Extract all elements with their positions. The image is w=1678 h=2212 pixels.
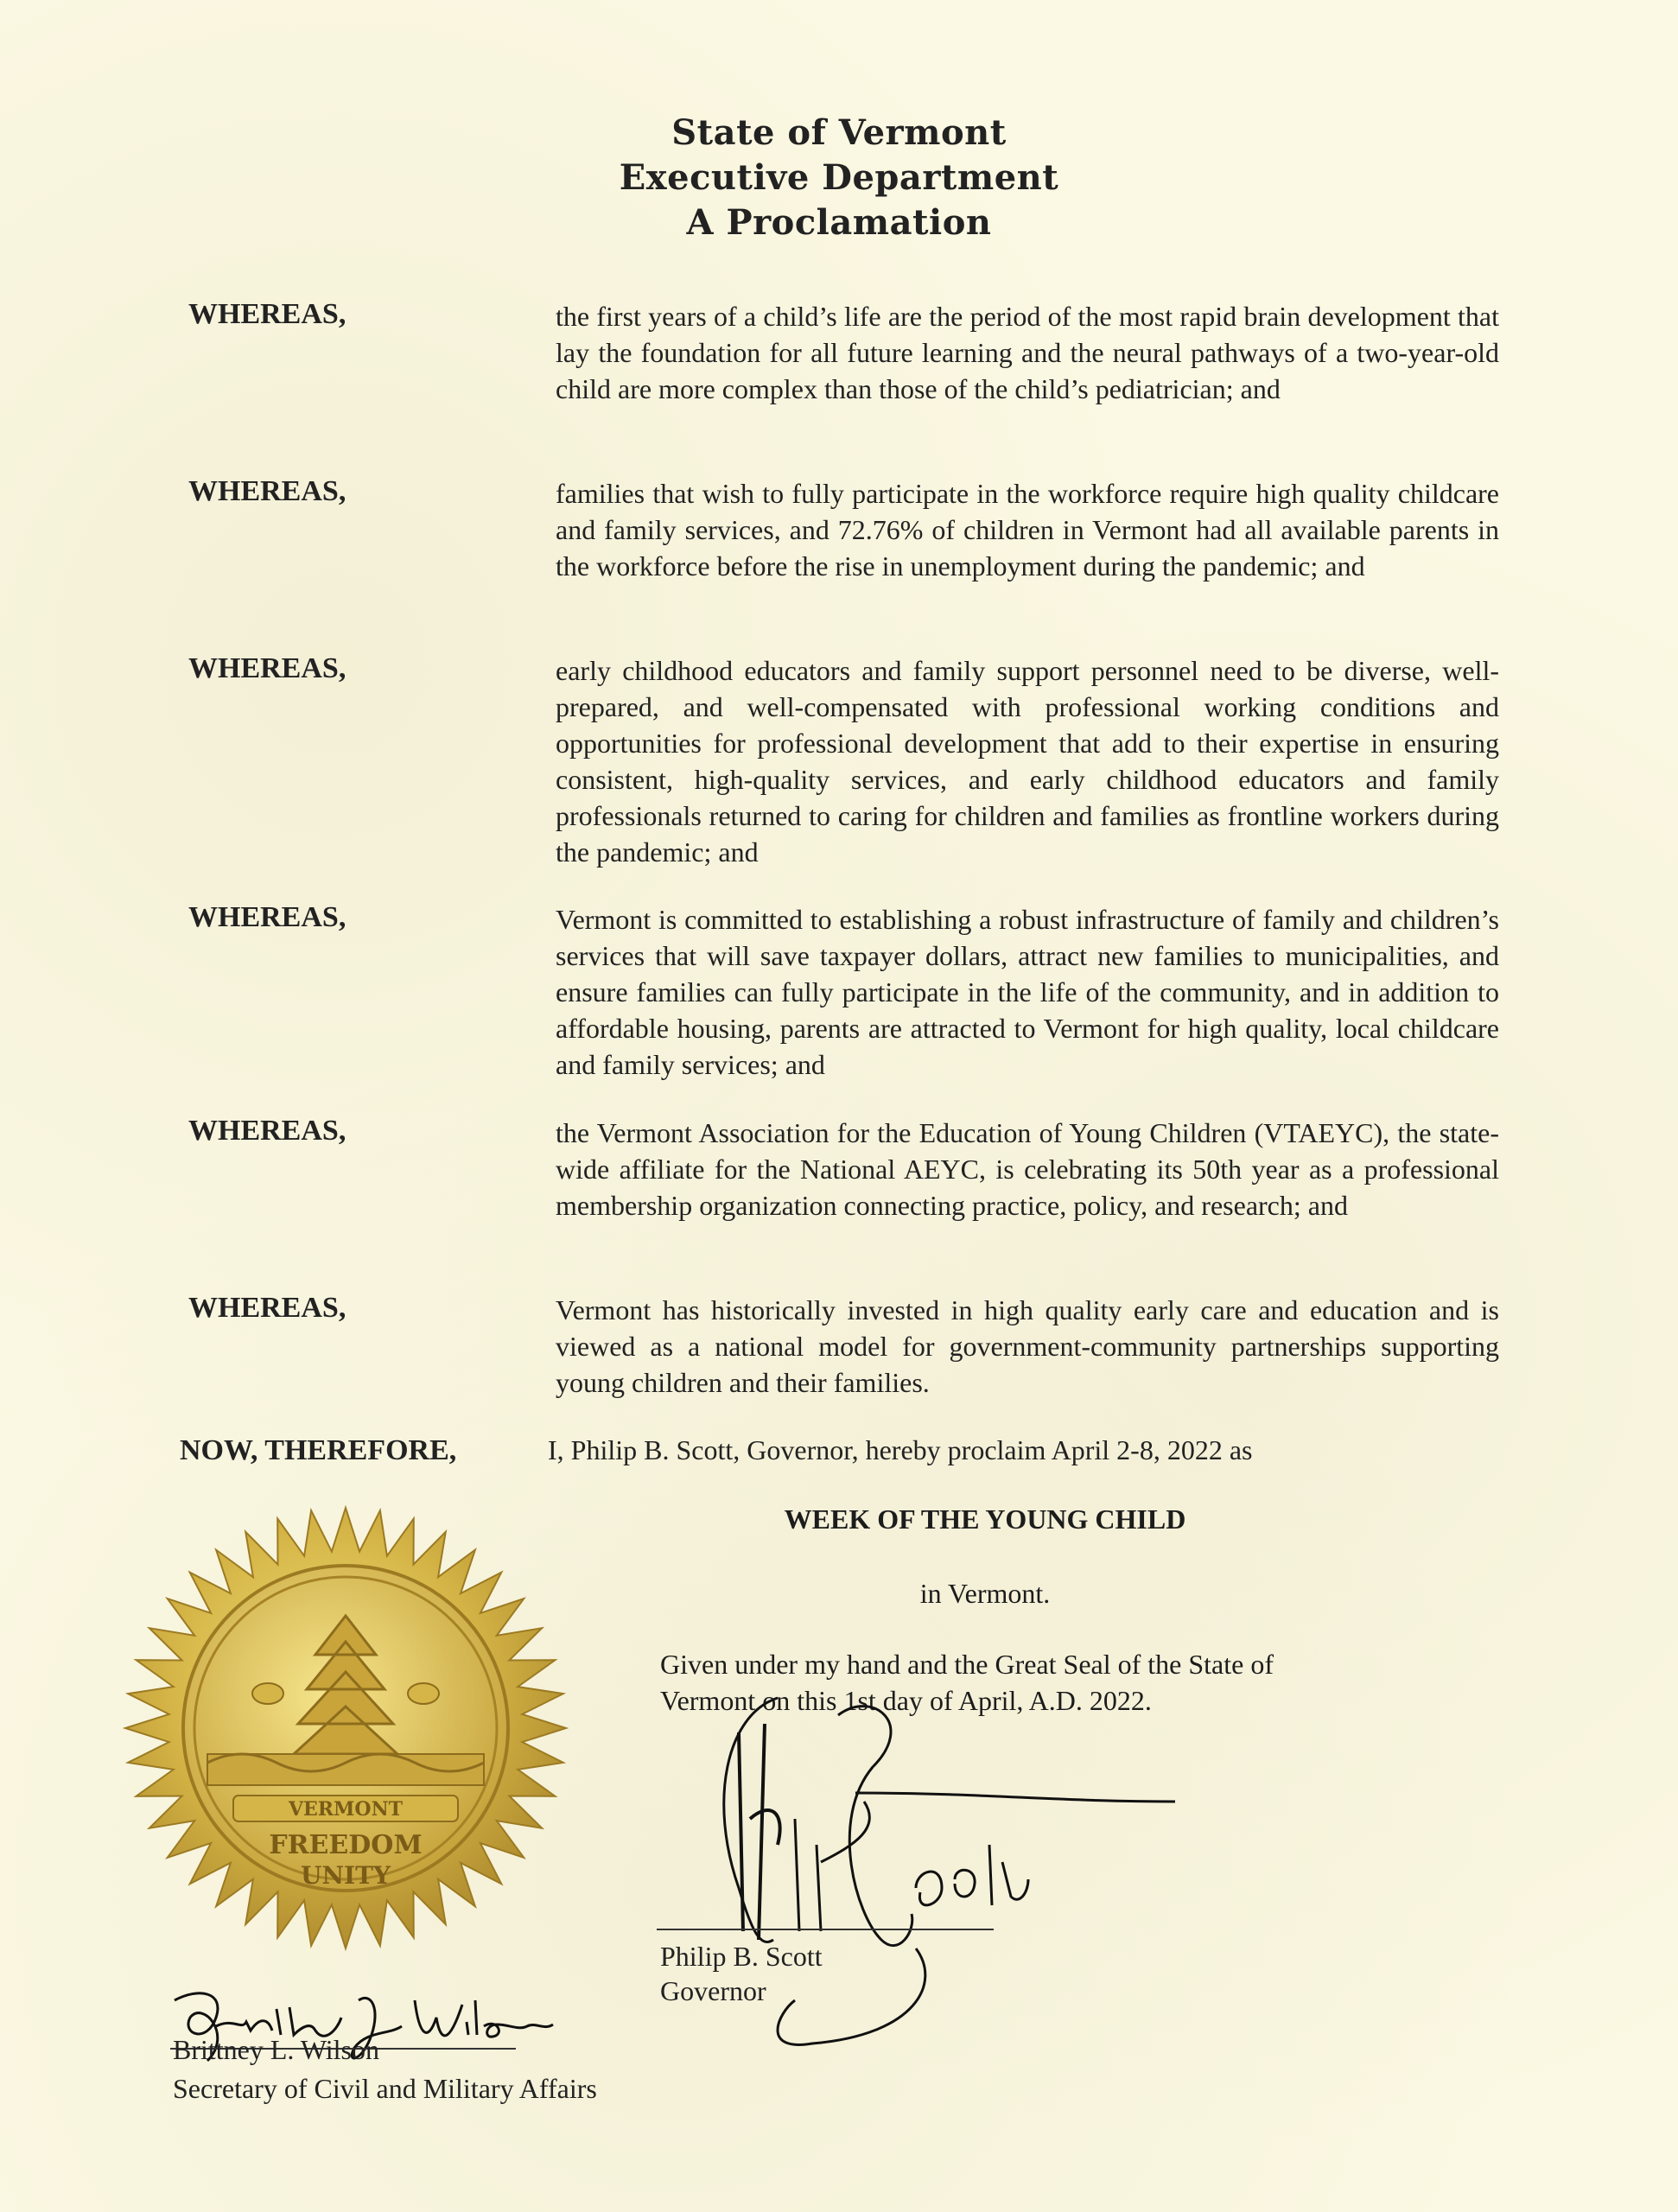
clause-text: Vermont is committed to establishing a robust infrastructure of family and children’s services that will save taxpayer dollars, attract new families to municipalities, and ensure families can fully participate in the life of the community, and in addition to affordable housing, parents are attracted to Vermont for high quality, local childcare and family services; and xyxy=(556,904,1499,1080)
clause-text: the first years of a child’s life are the period of the most rapid brain development that lay the foundation for all future learning and the neural pathways of a two-year-old child are more complex than those of the child’s pediatrician; and xyxy=(556,301,1499,404)
now-therefore-label: NOW, THEREFORE, xyxy=(180,1434,457,1466)
clause-label: WHEREAS, xyxy=(188,652,346,684)
proclamation-location: in Vermont. xyxy=(919,1578,1051,1609)
header-department: Executive Department xyxy=(619,157,1059,198)
seal-banner: VERMONT xyxy=(288,1798,404,1821)
clause-text: the Vermont Association for the Education of Young Children (VTAEYC), the state-wide affiliate for the National AEYC, is celebrating its 50th year as a professional membership organization connecting practice, policy, and research; and xyxy=(556,1117,1499,1221)
clause-label: WHEREAS, xyxy=(188,1292,346,1324)
proclamation-title: WEEK OF THE YOUNG CHILD xyxy=(784,1503,1186,1535)
header-proclamation: A Proclamation xyxy=(686,202,992,243)
secretary-title: Secretary of Civil and Military Affairs xyxy=(173,2073,597,2104)
given-line-1: Given under my hand and the Great Seal of the State of xyxy=(660,1649,1274,1680)
clause-text: Vermont has historically invested in high quality early care and education and is viewed as a national model for government-community partnerships supporting young children and their families. xyxy=(556,1294,1499,1398)
proclamation-header xyxy=(0,111,1678,245)
governor-title: Governor xyxy=(660,1975,766,2006)
seal-motto-freedom: FREEDOM xyxy=(269,1830,423,1860)
governor-signature xyxy=(657,1672,1175,2069)
clause-label: WHEREAS, xyxy=(188,1115,346,1147)
clause-label: WHEREAS, xyxy=(188,901,346,933)
governor-signature-line xyxy=(657,1929,994,1930)
clause-label: WHEREAS, xyxy=(188,475,346,507)
secretary-name: Brittney L. Wilson xyxy=(173,2034,379,2065)
seal-motto-unity: UNITY xyxy=(301,1861,391,1890)
gold-seal-icon xyxy=(121,1503,570,1953)
clause-text: early childhood educators and family support personnel need to be diverse, well-prepared, and well-compensated with professional working conditions and opportunities for professional development that add to their expertise in ensuring consistent, high-quality services, and early childhood educators and family professionals returned to caring for children and families as frontline workers during the pandemic; and xyxy=(556,655,1499,868)
clause-label: WHEREAS, xyxy=(188,298,346,330)
header-state: State of Vermont xyxy=(671,112,1007,153)
given-line-2: Vermont on this 1st day of April, A.D. 2022. xyxy=(660,1685,1152,1716)
governor-name: Philip B. Scott xyxy=(660,1941,823,1972)
proclamation-text: I, Philip B. Scott, Governor, hereby proclaim April 2-8, 2022 as xyxy=(548,1434,1253,1465)
clause-text: families that wish to fully participate in the workforce require high quality childcare and family services, and 72.76% of children in Vermont had all available parents in the workforce before the rise in unemployment during the pandemic; and xyxy=(556,478,1499,582)
